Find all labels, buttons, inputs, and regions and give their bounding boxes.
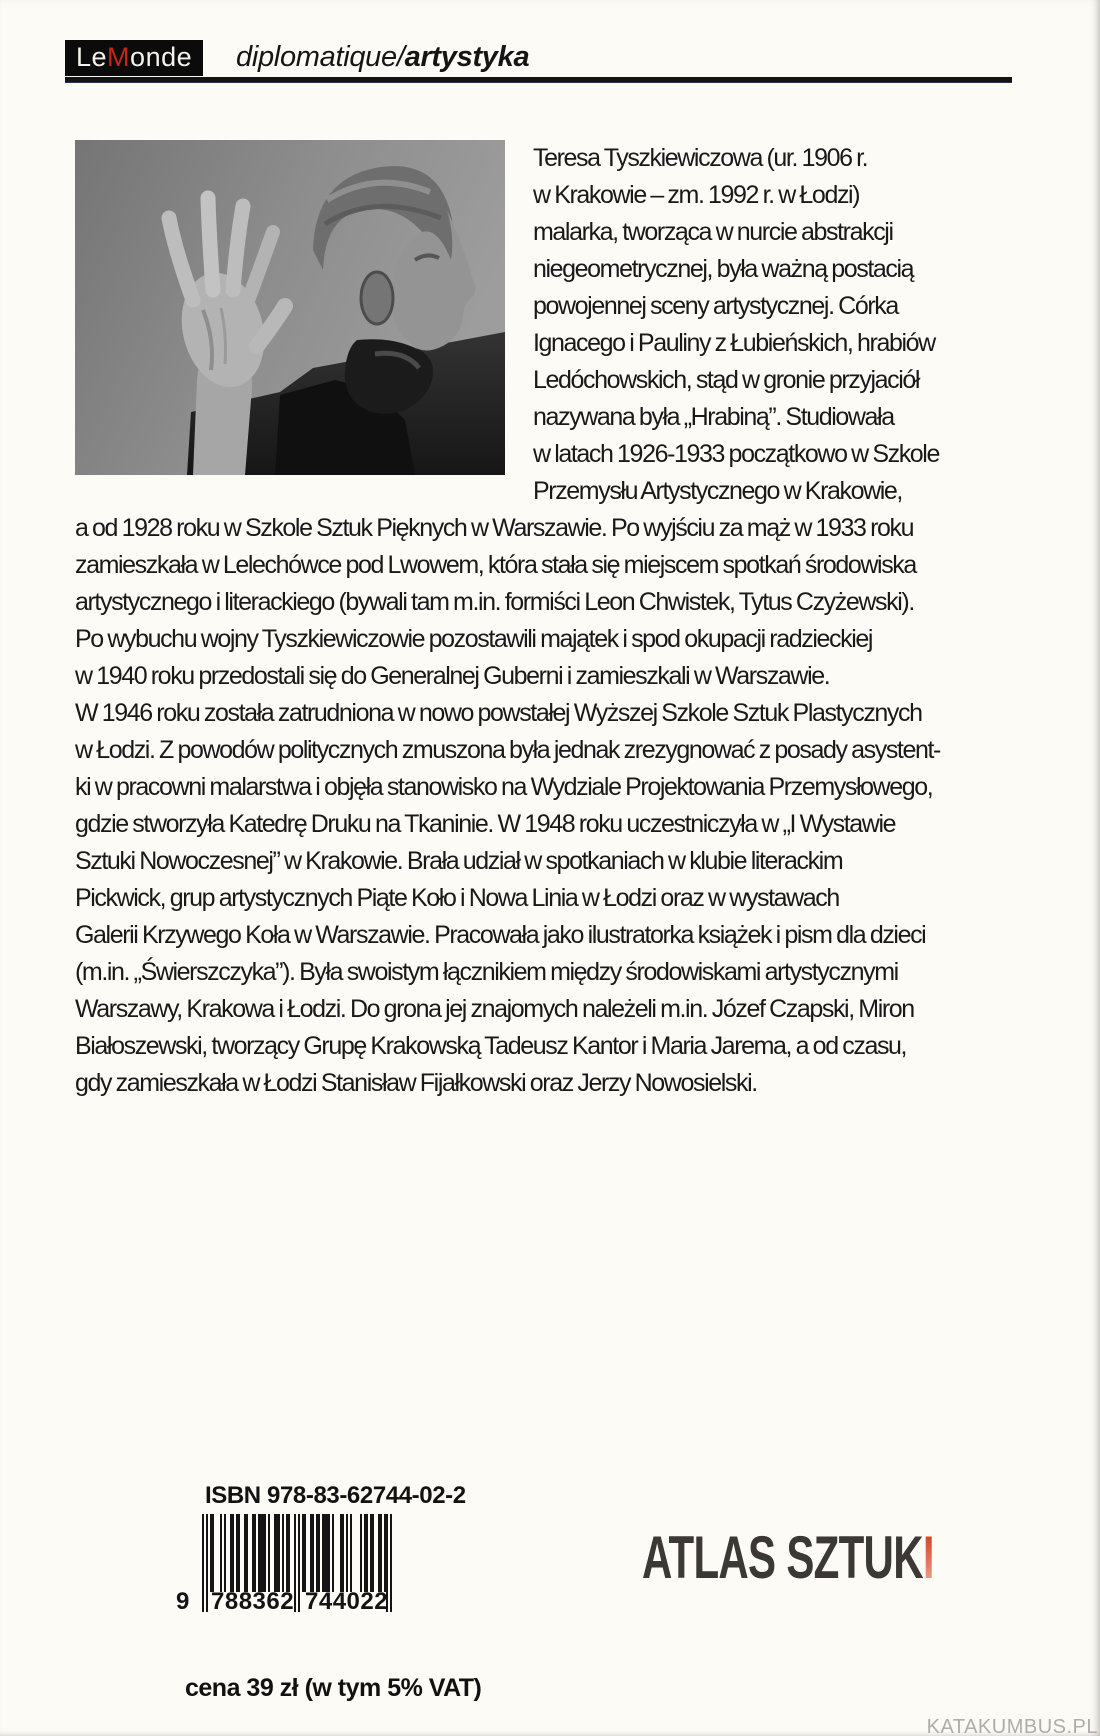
bio-text-line: w 1940 roku przedostali się do Generalnej Guberni i zamieszkali w Warszawie.: [75, 662, 830, 690]
bio-text-line: malarka, tworząca w nurcie abstrakcji: [533, 218, 893, 246]
barcode-bar: [350, 1514, 352, 1592]
bio-text-line: Teresa Tyszkiewiczowa (ur. 1906 r.: [533, 144, 868, 172]
barcode-bar: [298, 1514, 300, 1612]
barcode-bar: [390, 1514, 392, 1612]
barcode-bar: [372, 1514, 374, 1592]
barcode-bar: [288, 1514, 290, 1592]
biography-text: [75, 140, 1025, 1102]
bio-text-line: a od 1928 roku w Szkole Sztuk Pięknych w Warszawie. Po wyjściu za mąż w 1933 roku: [75, 514, 914, 542]
bio-text-line: Ledóchowskich, stąd w gronie przyjaciół: [533, 366, 920, 394]
atlas-sztuki-logo: [642, 1523, 934, 1592]
barcode-bar: [238, 1514, 240, 1592]
bio-text-line: powojennej sceny artystycznej. Córka: [533, 292, 898, 320]
masthead-suffix: onde: [130, 41, 193, 72]
logo-accent-letter: I: [922, 1524, 934, 1591]
masthead-prefix: Le: [76, 41, 108, 72]
price-label: cena 39 zł (w tym 5% VAT): [185, 1674, 482, 1702]
bio-text-line: niegeometrycznej, była ważną postacią: [533, 255, 914, 283]
portrait-photo: [75, 140, 505, 475]
bio-text-line: Ignacego i Pauliny z Łubieńskich, hrabiów: [533, 329, 935, 357]
barcode-bar: [380, 1514, 382, 1592]
barcode: [176, 1514, 392, 1626]
bio-text-line: Galerii Krzywego Koła w Warszawie. Pracowała jako ilustratorka książek i pism dla dzieci: [75, 921, 926, 949]
barcode-bar: [318, 1514, 320, 1592]
barcode-bar: [294, 1514, 296, 1612]
bio-text-line: artystycznego i literackiego (bywali tam m.in. formiści Leon Chwistek, Tytus Czyżewski).: [75, 588, 914, 616]
header-rule: [65, 77, 1012, 83]
barcode-bar: [342, 1514, 344, 1592]
bio-text-line: zamieszkała w Lelechówce pod Lwowem, która stała się miejscem spotkań środowiska: [75, 551, 916, 579]
bio-text-line: W 1946 roku została zatrudniona w nowo powstałej Wyższej Szkole Sztuk Plastycznych: [75, 699, 922, 727]
barcode-digit-group: 788362: [211, 1588, 295, 1615]
watermark: KATAKUMBUS.PL: [926, 1716, 1098, 1736]
bio-text-line: gdy zamieszkała w Łodzi Stanisław Fijałkowski oraz Jerzy Nowosielski.: [75, 1069, 757, 1097]
bio-text-line: Przemysłu Artystycznego w Krakowie,: [533, 477, 902, 505]
bio-text-line: (m.in. „Świerszczyka”). Była swoistym łącznikiem między środowiskami artystycznymi: [75, 958, 898, 986]
bio-text-line: nazywana była „Hrabiną”. Studiowała: [533, 403, 894, 431]
barcode-bar: [304, 1514, 306, 1592]
barcode-bar: [312, 1514, 314, 1592]
bio-text-line: w latach 1926-1933 początkowo w Szkole: [533, 440, 939, 468]
barcode-bar: [264, 1514, 266, 1592]
barcode-bar: [212, 1514, 214, 1592]
barcode-bar: [360, 1514, 362, 1592]
barcode-bar: [332, 1514, 334, 1592]
barcode-bar: [328, 1514, 330, 1592]
logo-text: ATLAS SZTUK: [642, 1524, 923, 1591]
barcode-bar: [278, 1514, 280, 1592]
barcode-bar: [346, 1514, 348, 1592]
barcode-bar: [254, 1514, 256, 1592]
bio-text-line: gdzie stworzyła Katedrę Druku na Tkaninie. W 1948 roku uczestniczyła w „I Wystawie: [75, 810, 896, 838]
bio-text-line: Po wybuchu wojny Tyszkiewiczowie pozostawili majątek i spod okupacji radzieckiej: [75, 625, 873, 653]
barcode-bar: [220, 1514, 222, 1592]
barcode-bar: [282, 1514, 284, 1592]
edition-title: [236, 41, 529, 74]
edition-bold: artystyka: [404, 41, 530, 73]
bio-text-line: Warszawy, Krakowa i Łodzi. Do grona jej znajomych należeli m.in. Józef Czapski, Miron: [75, 995, 914, 1023]
bio-text-line: w Łodzi. Z powodów politycznych zmuszona była jednak zrezygnować z posady asystent-: [75, 736, 940, 764]
barcode-digit-group: 9: [176, 1588, 190, 1615]
barcode-bar: [232, 1514, 234, 1592]
bio-text-line: Białoszewski, tworzący Grupę Krakowską Tadeusz Kantor i Maria Jarema, a od czasu,: [75, 1032, 907, 1060]
barcode-bar: [366, 1514, 368, 1592]
edition-regular: diplomatique/: [236, 41, 405, 73]
barcode-bar: [202, 1514, 204, 1612]
bio-text-line: Sztuki Nowoczesnej” w Krakowie. Brała udział w spotkaniach w klubie literackim: [75, 847, 843, 875]
barcode-bar: [246, 1514, 248, 1592]
bio-text-line: ki w pracowni malarstwa i objęła stanowisko na Wydziale Projektowania Przemysłowego,: [75, 773, 933, 801]
isbn-label: ISBN 978-83-62744-02-2: [205, 1482, 466, 1509]
bio-text-line: Pickwick, grup artystycznych Piąte Koło i Nowa Linia w Łodzi oraz w wystawach: [75, 884, 839, 912]
barcode-digit-group: 744022: [305, 1588, 389, 1615]
masthead-accent-letter: M: [107, 41, 131, 72]
barcode-bar: [206, 1514, 208, 1612]
barcode-bar: [268, 1514, 270, 1592]
le-monde-masthead: [65, 40, 203, 76]
barcode-bar: [224, 1514, 226, 1592]
bio-text-line: w Krakowie – zm. 1992 r. w Łodzi): [533, 181, 860, 209]
